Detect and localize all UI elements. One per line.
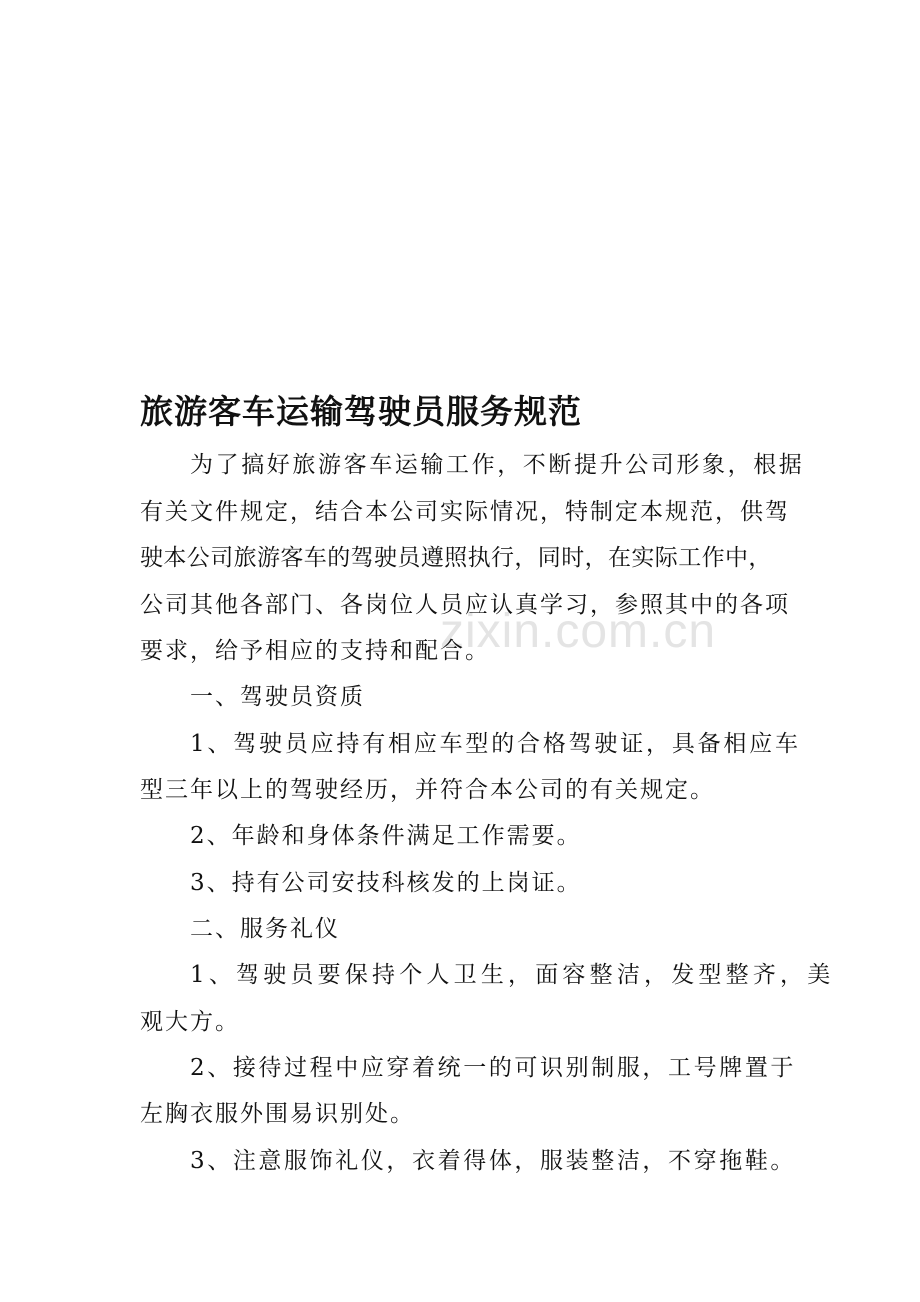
list-item-continuation: 观大方。 <box>140 1009 240 1035</box>
list-item: 1、驾驶员要保持个人卫生，面容整洁，发型整齐，美 <box>190 962 835 988</box>
paragraph-line: 驶本公司旅游客车的驾驶员遵照执行，同时，在实际工作中， <box>140 545 772 571</box>
section-heading: 二、服务礼仪 <box>190 916 340 942</box>
watermark: zixin.com.cn <box>440 605 717 658</box>
paragraph-line: 公司其他各部门、各岗位人员应认真学习，参照其中的各项 <box>140 592 790 618</box>
section-heading: 一、驾驶员资质 <box>190 684 365 710</box>
list-item: 3、持有公司安技科核发的上岗证。 <box>190 870 582 896</box>
paragraph-line: 为了搞好旅游客车运输工作，不断提升公司形象，根据 <box>190 452 805 478</box>
list-item: 3、注意服饰礼仪，衣着得体，服装整洁，不穿拖鞋。 <box>190 1148 797 1174</box>
list-item: 2、年龄和身体条件满足工作需要。 <box>190 823 582 849</box>
list-item-continuation: 左胸衣服外围易识别处。 <box>140 1101 415 1127</box>
document-title: 旅游客车运输驾驶员服务规范 <box>140 392 582 431</box>
paragraph-line: 要求，给予相应的支持和配合。 <box>140 638 490 664</box>
paragraph-line: 有关文件规定，结合本公司实际情况，特制定本规范，供驾 <box>140 499 790 525</box>
list-item: 2、接待过程中应穿着统一的可识别制服，工号牌置于 <box>190 1055 797 1081</box>
list-item: 1、驾驶员应持有相应车型的合格驾驶证，具备相应车 <box>190 731 801 757</box>
list-item-continuation: 型三年以上的驾驶经历，并符合本公司的有关规定。 <box>140 777 715 803</box>
